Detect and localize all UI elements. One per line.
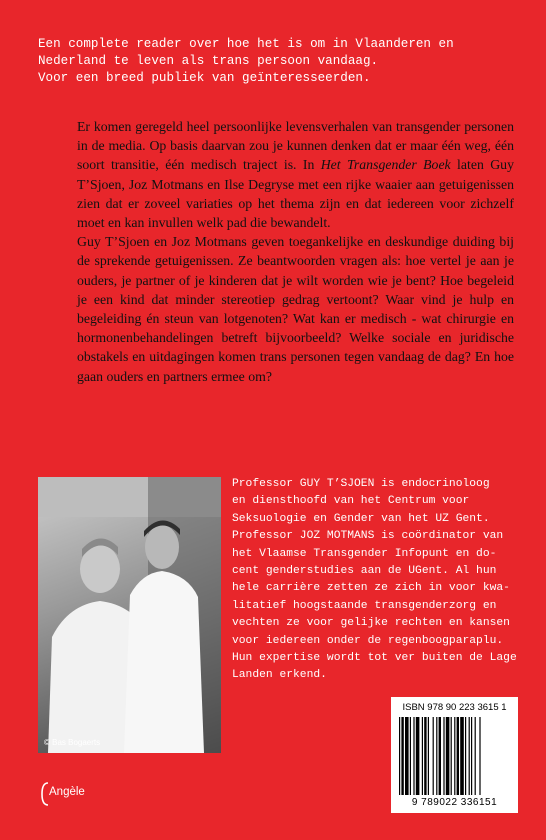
barcode-bar bbox=[422, 717, 423, 795]
barcode-bar bbox=[454, 717, 455, 795]
bio-line: hele carrière zetten ze zich in voor kwa- bbox=[232, 582, 510, 595]
blurb-paragraph-2: Guy T’Sjoen en Joz Motmans geven toegankelijke en deskundige duiding bij de sprekende getuigenissen. Ze beantwoorden vragen als: hoe vertel je aan je ouders, je partner of je kinderen dat je wilt worden wie je bent? Hoe begeleid je een kind dat minder stereotiep gedrag vertoont? Waar vind je hulp en begeleiding én steun van lotgenoten? Wat kan er medisch - wat chirurgie en hormonenbehandelingen betreft bijvoorbeeld? Welke sociale en juridische obstakels en uitdagingen komen trans personen tegen vandaag de dag? En hoe gaan ouders en partners ermee om? bbox=[77, 234, 514, 384]
bio-line: en diensthoofd van het Centrum voor bbox=[232, 495, 470, 508]
barcode-digits: 9 789022 336151 bbox=[411, 797, 498, 808]
blurb-text: laten Guy T’Sjoen, Joz Motmans en Ilse Degryse met een rijke waaier aan getuigenissen zien dat er zoveel variaties op het thema zijn en dat iedereen voor zichzelf moet en kan invullen welk pad die bewandelt. bbox=[77, 157, 514, 231]
barcode-bar bbox=[465, 717, 466, 795]
barcode-bar bbox=[428, 717, 429, 795]
intro-line: Nederland te leven als trans persoon vandaag. bbox=[38, 54, 379, 68]
bio-line: Professor GUY T’SJOEN is endocrinoloog bbox=[232, 478, 490, 490]
bio-line: litatief hoogstaande transgenderzorg en bbox=[232, 599, 497, 612]
intro-line: Voor een breed publiek van geïnteresseerden. bbox=[38, 71, 371, 85]
barcode-bar bbox=[451, 717, 452, 795]
bio-line: het Vlaamse Transgender Infopunt en do- bbox=[232, 547, 497, 560]
blurb-paragraph-1 bbox=[77, 117, 514, 232]
barcode-bar bbox=[410, 717, 411, 795]
author-photo-illustration bbox=[38, 477, 221, 753]
book-title: Het Transgender Boek bbox=[320, 157, 451, 173]
publisher-logo bbox=[40, 779, 96, 809]
barcode-bar bbox=[405, 717, 409, 795]
barcode-bar bbox=[457, 717, 459, 795]
barcode-bar bbox=[433, 717, 434, 795]
bio-line: Professor JOZ MOTMANS is coördinator van bbox=[232, 530, 504, 543]
publisher-name: Angèle bbox=[49, 786, 85, 798]
barcode-bar bbox=[475, 717, 476, 795]
author-bio bbox=[232, 476, 522, 685]
author-photo bbox=[38, 477, 221, 753]
bio-line: Seksuologie en Gender van het UZ Gent. bbox=[232, 512, 490, 525]
intro-line: Een complete reader over hoe het is om in Vlaanderen en bbox=[38, 37, 454, 51]
barcode-bar bbox=[436, 717, 437, 795]
barcode-bar bbox=[401, 717, 403, 795]
bio-line: Landen erkend. bbox=[232, 669, 327, 682]
blurb-text: Er komen geregeld heel persoonlijke levensverhalen van transgender personen in de media. Op basis daarvan zou je kunnen denken dat er maar één weg, één soort transitie, één medisch traject is. In bbox=[77, 119, 514, 173]
barcode-bar bbox=[471, 717, 472, 795]
bio-line: cent genderstudies aan de UGent. Al hun bbox=[232, 565, 497, 578]
barcode-bar bbox=[443, 717, 444, 795]
barcode bbox=[391, 697, 518, 813]
barcode-bar bbox=[469, 717, 470, 795]
bio-line: voor iedereen onder de regenboogparaplu. bbox=[232, 634, 504, 647]
barcode-bar bbox=[413, 717, 414, 795]
intro-tagline bbox=[38, 36, 518, 87]
isbn-label: ISBN 978 90 223 3615 1 bbox=[402, 702, 507, 713]
barcode-bar bbox=[479, 717, 480, 795]
bio-line: vechten ze voor gelijke rechten en kansen bbox=[232, 617, 510, 630]
barcode-bar bbox=[424, 717, 426, 795]
barcode-bars bbox=[399, 717, 510, 795]
barcode-bar bbox=[439, 717, 441, 795]
photo-credit: © Bas Bogaerts bbox=[44, 738, 101, 747]
barcode-bar bbox=[446, 717, 450, 795]
barcode-bar bbox=[399, 717, 400, 795]
blurb-body bbox=[77, 117, 514, 386]
barcode-bar bbox=[416, 717, 420, 795]
bio-line: Hun expertise wordt tot ver buiten de Lage bbox=[232, 652, 517, 665]
barcode-bar bbox=[460, 717, 464, 795]
